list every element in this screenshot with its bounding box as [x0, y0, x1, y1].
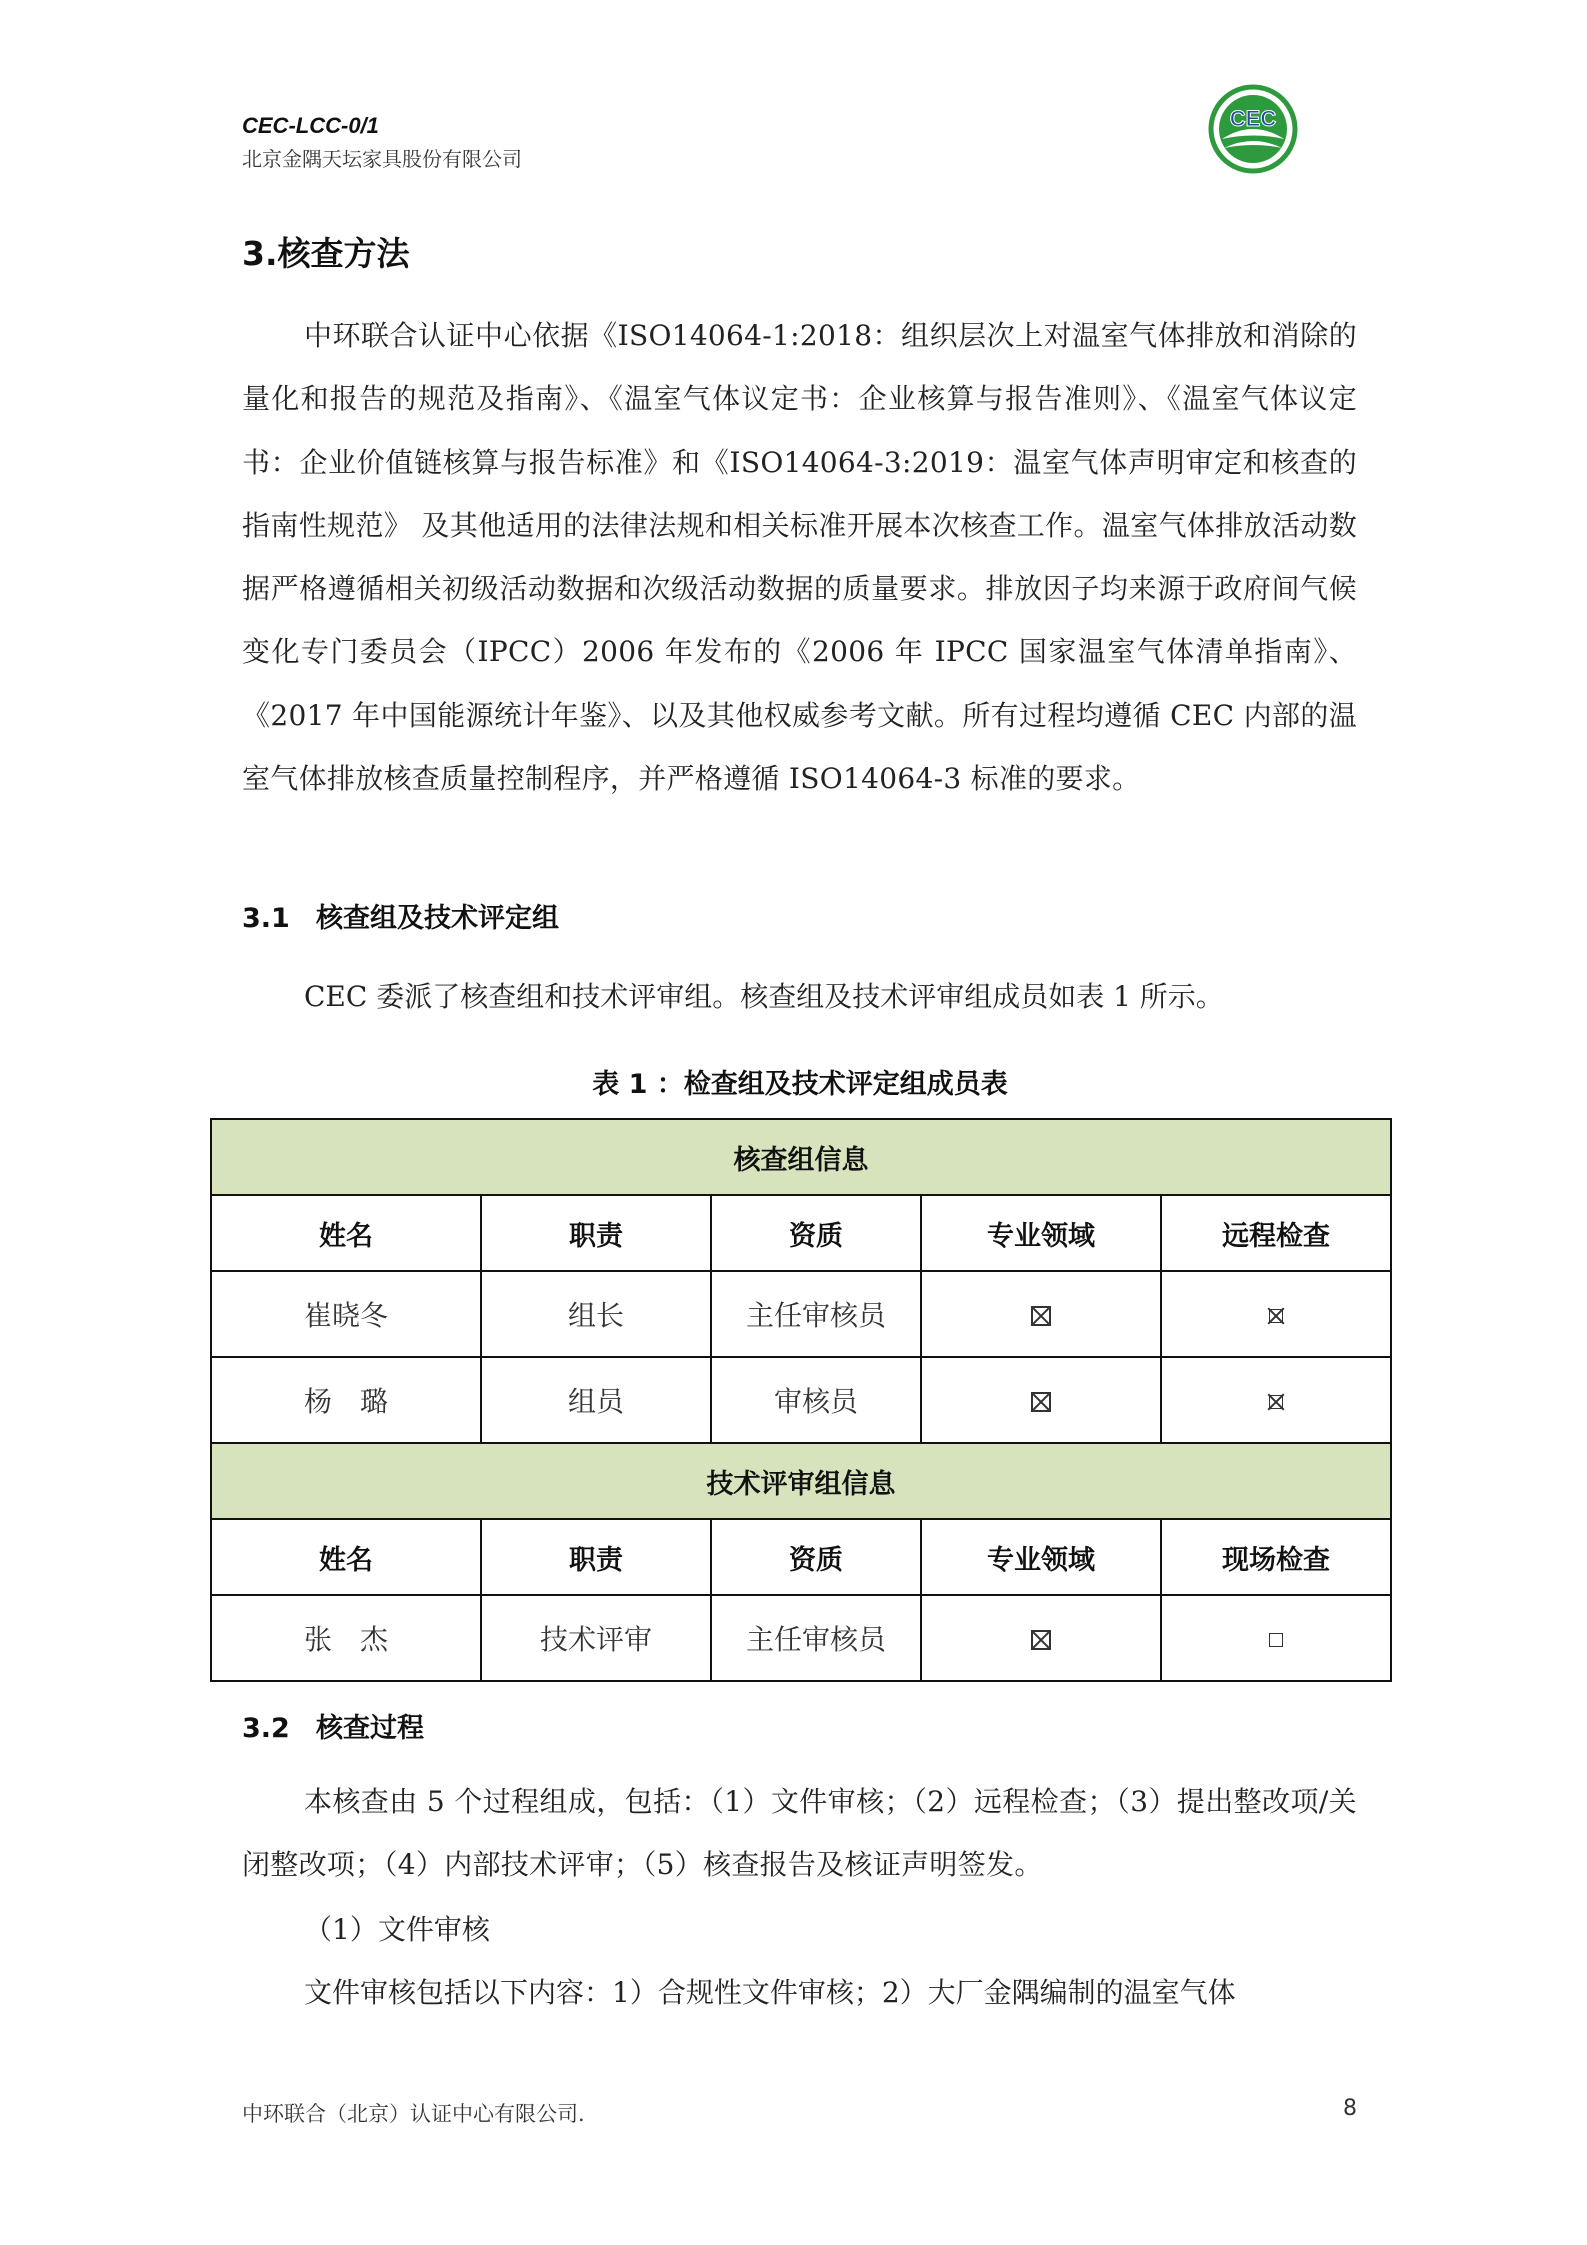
doc-code: CEC-LCC-0/1 — [242, 113, 379, 138]
member-role: 组员 — [481, 1357, 711, 1443]
field-checkbox-icon — [1031, 1630, 1051, 1650]
table-row — [211, 1271, 1391, 1357]
member-name: 杨 璐 — [211, 1357, 481, 1443]
col-header: 远程检查 — [1161, 1195, 1391, 1271]
col-header: 职责 — [481, 1195, 711, 1271]
member-qualification: 主任审核员 — [711, 1595, 921, 1681]
col-header: 资质 — [711, 1519, 921, 1595]
check-cell — [1161, 1357, 1391, 1443]
field-cell — [921, 1595, 1161, 1681]
onsite-check-checkbox-icon — [1269, 1633, 1283, 1647]
review-group-header-row — [211, 1519, 1391, 1595]
col-header: 专业领域 — [921, 1195, 1161, 1271]
cec-logo-text: CEC — [1229, 106, 1277, 131]
footer-org: 中环联合（北京）认证中心有限公司. — [242, 2102, 585, 2126]
member-name: 崔晓冬 — [211, 1271, 481, 1357]
section-3-2-paragraph: 本核查由 5 个过程组成，包括：（1）文件审核；（2）远程检查；（3）提出整改项/关闭整改项；（4）内部技术评审；（5）核查报告及核证声明签发。 — [242, 1785, 1357, 1882]
section-3-2-number: 3.2 — [242, 1713, 290, 1744]
field-cell — [921, 1357, 1161, 1443]
remote-check-checkbox-icon — [1269, 1395, 1283, 1409]
section-3-2-heading — [242, 1706, 424, 1745]
verification-group-title: 核查组信息 — [211, 1119, 1391, 1195]
section-3-1-number: 3.1 — [242, 903, 290, 934]
company-name: 北京金隅天坛家具股份有限公司 — [242, 147, 522, 171]
check-cell — [1161, 1271, 1391, 1357]
members-table — [210, 1118, 1392, 1682]
table-1-caption: 表 1 ：检查组及技术评定组成员表 — [592, 1069, 1008, 1100]
section-3-title: 3.核查方法 — [242, 234, 410, 273]
field-checkbox-icon — [1031, 1392, 1051, 1412]
section-3-1-paragraph: CEC 委派了核查组和技术评审组。核查组及技术评审组成员如表 1 所示。 — [304, 980, 1224, 1013]
page-number: 8 — [1343, 2096, 1357, 2121]
section-3-1-heading — [242, 896, 559, 935]
col-header: 姓名 — [211, 1519, 481, 1595]
remote-check-checkbox-icon — [1269, 1309, 1283, 1323]
verification-group-band — [211, 1119, 1391, 1195]
col-header: 姓名 — [211, 1195, 481, 1271]
col-header: 职责 — [481, 1519, 711, 1595]
verification-group-header-row — [211, 1195, 1391, 1271]
col-header: 资质 — [711, 1195, 921, 1271]
review-group-title: 技术评审组信息 — [211, 1443, 1391, 1519]
member-name: 张 杰 — [211, 1595, 481, 1681]
process-item-1-text: 文件审核包括以下内容：1）合规性文件审核；2）大厂金隅编制的温室气体 — [304, 1976, 1236, 2009]
table-row — [211, 1357, 1391, 1443]
section-3-2-title: 核查过程 — [316, 1713, 424, 1744]
section-3-1-title: 核查组及技术评定组 — [316, 903, 559, 934]
col-header: 专业领域 — [921, 1519, 1161, 1595]
member-qualification: 审核员 — [711, 1357, 921, 1443]
cec-logo — [1208, 84, 1298, 174]
field-checkbox-icon — [1031, 1306, 1051, 1326]
member-qualification: 主任审核员 — [711, 1271, 921, 1357]
table-row — [211, 1595, 1391, 1681]
section-3-paragraph: 中环联合认证中心依据《ISO14064-1:2018：组织层次上对温室气体排放和消除的量化和报告的规范及指南》、《温室气体议定书：企业核算与报告准则》、《温室气体议定书：企业价值链核算与报告标准》和《ISO14064-3:2019：温室气体声明审定和核查的指南性规范》 及其他适用的法律法规和相关标准开展本次核查工作。温室气体排放活动数据严格遵循相关初级活动数据和次级活动数据的质量要求。排放因子均来源于政府间气候变化专门委员会（IPCC）2006 年发布的《2006 年 IPCC 国家温室气体清单指南》、《2017 年中国能源统计年鉴》、以及其他权威参考文献。所有过程均遵循 CEC 内部的温室气体排放核查质量控制程序，并严格遵循 ISO14064-3 标准的要求。 — [242, 319, 1357, 796]
field-cell — [921, 1271, 1161, 1357]
member-role: 组长 — [481, 1271, 711, 1357]
member-role: 技术评审 — [481, 1595, 711, 1681]
check-cell — [1161, 1595, 1391, 1681]
process-item-1: （1）文件审核 — [304, 1913, 490, 1946]
review-group-band — [211, 1443, 1391, 1519]
col-header: 现场检查 — [1161, 1519, 1391, 1595]
